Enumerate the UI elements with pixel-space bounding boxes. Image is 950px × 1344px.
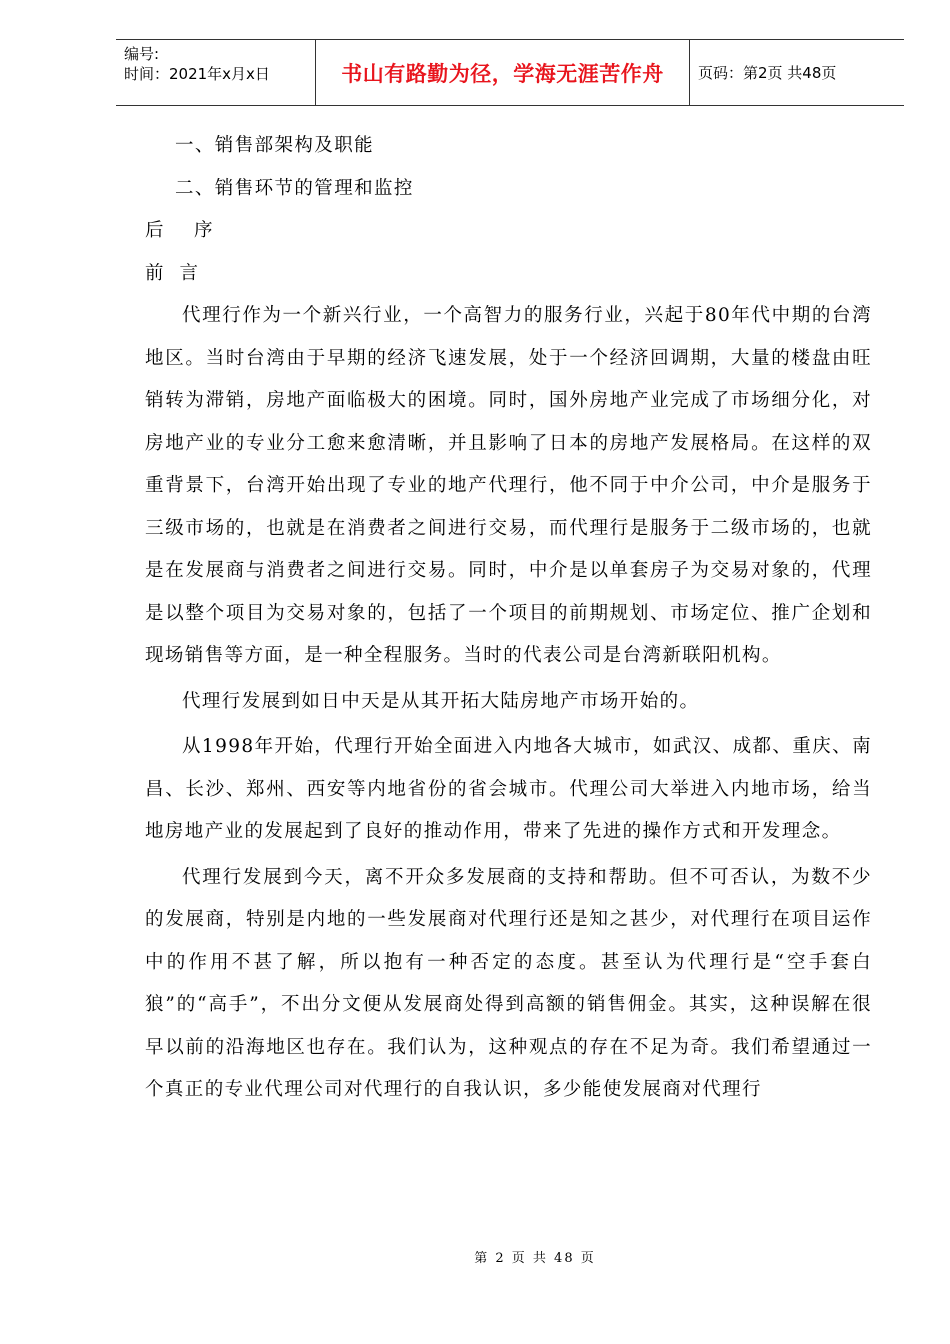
- paragraph: 代理行作为一个新兴行业，一个高智力的服务行业，兴起于80年代中期的台湾地区。当时台湾由于早期的经济飞速发展，处于一个经济回调期，大量的楼盘由旺销转为滞销，房地产面临极大的困境。同时，国外房地产业完成了市场细分化，对房地产业的专业分工愈来愈清晰，并且影响了日本的房地产发展格局。在这样的双重背景下，台湾开始出现了专业的地产代理行，他不同于中介公司，中介是服务于三级市场的，也就是在消费者之间进行交易，而代理行是服务于二级市场的，也就是在发展商与消费者之间进行交易。同时，中介是以单套房子为交易对象的，代理是以整个项目为交易对象的，包括了一个项目的前期规划、市场定位、推广企划和现场销售等方面，是一种全程服务。当时的代表公司是台湾新联阳机构。: [145, 305, 872, 666]
- paragraph: 从1998年开始，代理行开始全面进入内地各大城市，如武汉、成都、重庆、南昌、长沙、郑州、西安等内地省份的省会城市。代理公司大举进入内地市场，给当地房地产业的发展起到了良好的推动作用，带来了先进的操作方式和开发理念。: [145, 736, 872, 842]
- header-page-cell: [690, 40, 904, 105]
- paragraph: 代理行发展到如日中天是从其开拓大陆房地产市场开始的。: [182, 690, 700, 712]
- document-body: [145, 125, 872, 1112]
- toc-item-sales-management: 二、销售环节的管理和监控: [175, 177, 414, 199]
- page-label: 页码：第2页 共48页: [698, 64, 837, 82]
- paragraph: 代理行发展到今天，离不开众多发展商的支持和帮助。但不可否认，为数不少的发展商，特别是内地的一些发展商对代理行还是知之甚少，对代理行在项目运作中的作用不甚了解，所以抱有一种否定的态度。甚至认为代理行是“空手套白狼”的“高手”，不出分文便从发展商处得到高额的销售佣金。其实，这种误解在很早以前的沿海地区也存在。我们认为，这种观点的存在不足为奇。我们希望通过一个真正的专业代理公司对代理行的自我认识，多少能使发展商对代理行: [145, 866, 872, 1100]
- time-label: 时间：2021年x月x日: [124, 65, 270, 83]
- preface-title: 前 言: [145, 262, 200, 284]
- motto-text: 书山有路勤为径，学海无涯苦作舟: [341, 61, 664, 86]
- page-footer: [0, 1247, 950, 1266]
- header-meta: [116, 40, 316, 105]
- footer-page-number: 第 2 页 共 48 页: [474, 1251, 596, 1266]
- toc-item-sales-structure: 一、销售部架构及职能: [175, 135, 375, 156]
- number-label: 编号:: [124, 45, 160, 63]
- toc-item-postscript: 后 序: [145, 220, 214, 241]
- header-motto-cell: [316, 40, 690, 105]
- page-header: [116, 39, 904, 106]
